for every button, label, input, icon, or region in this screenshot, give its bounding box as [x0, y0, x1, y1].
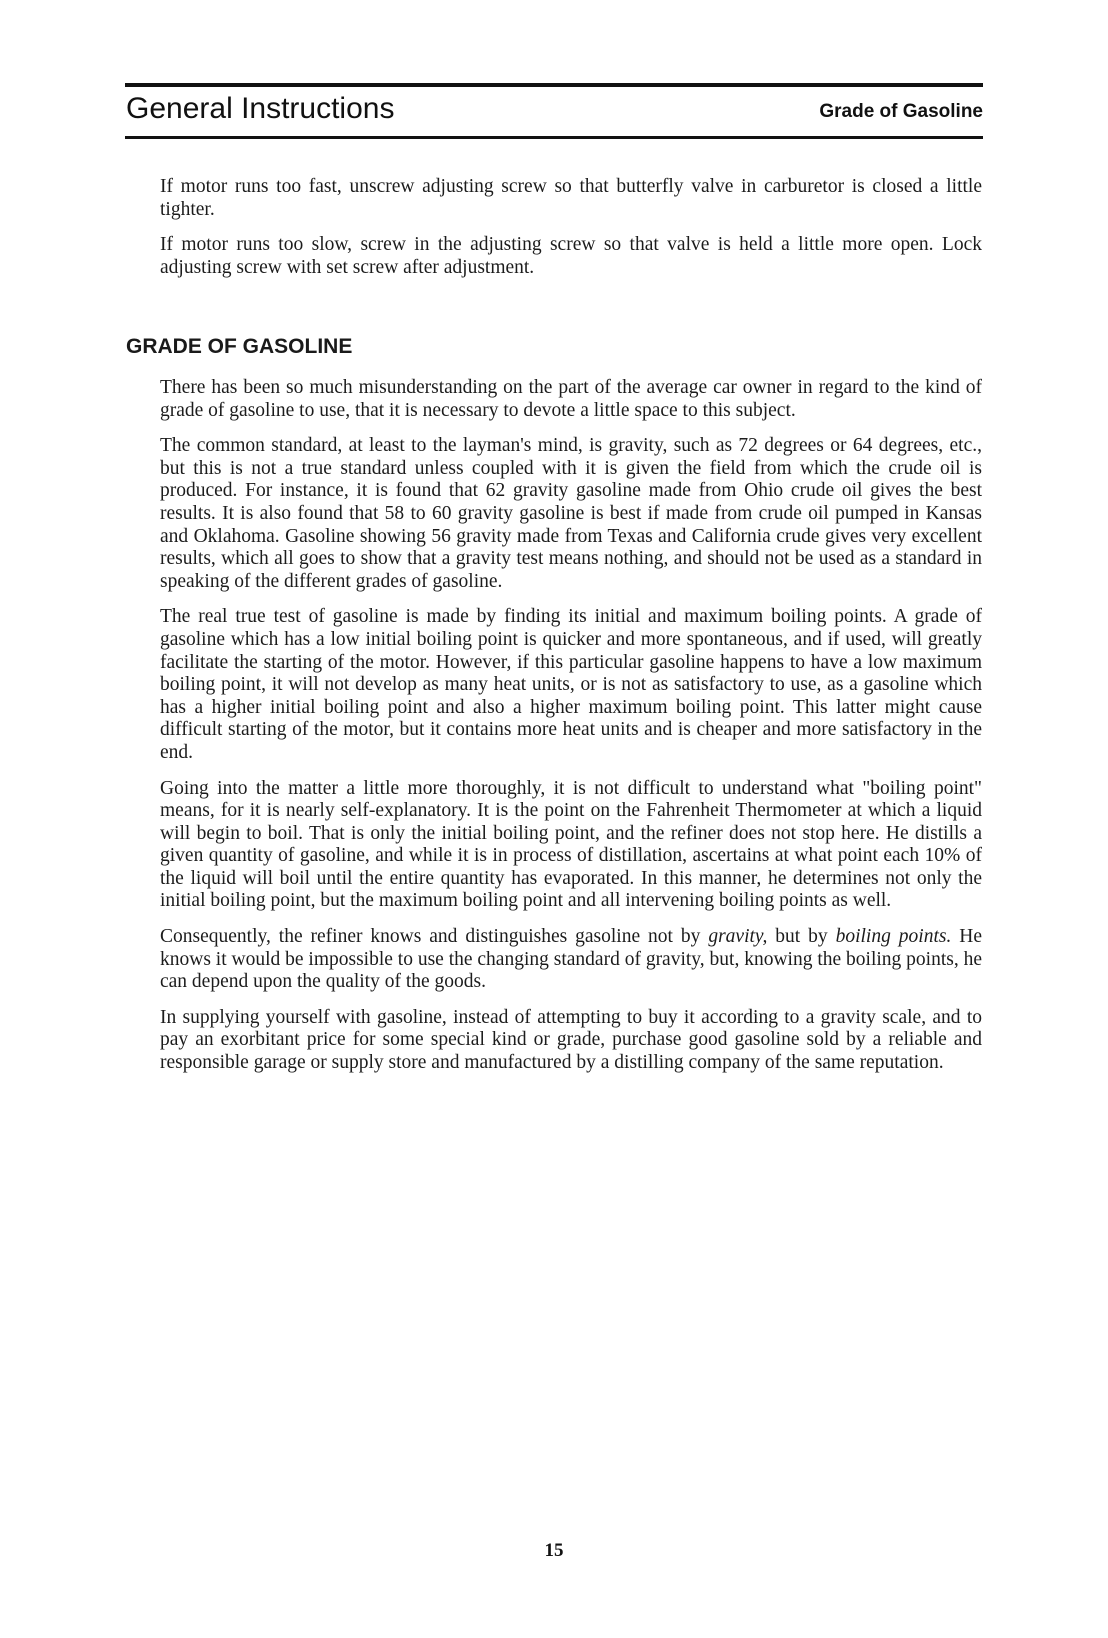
section-body	[160, 377, 982, 1088]
header-top-rule	[125, 83, 983, 87]
paragraph	[160, 926, 982, 994]
paragraph: If motor runs too fast, unscrew adjusting screw so that butterfly valve in carburetor is closed a little tighter.	[160, 176, 982, 220]
running-header-section: Grade of Gasoline	[819, 101, 983, 122]
header-bottom-rule	[125, 136, 983, 139]
italic-term-gravity: gravity,	[708, 926, 768, 948]
paragraph-text: He knows it would be impossible to use the changing standard of gravity, but, knowing the boiling points, he can depend upon the quality of the goods.	[160, 926, 982, 993]
paragraph: The common standard, at least to the layman's mind, is gravity, such as 72 degrees or 64 degrees, etc., but this is not a true standard unless coupled with it is given the field from which the crude oil is produced. For instance, it is found that 62 gravity gasoline made from Ohio crude oil gives the best results. It is also found that 58 to 60 gravity gasoline is best if made from crude oil pumped in Kansas and Oklahoma. Gasoline showing 56 gravity made from Texas and California crude gives very excellent results, which all goes to show that a gravity test means nothing, and should not be used as a standard in speaking of the different grades of gasoline.	[160, 435, 982, 592]
paragraph: In supplying yourself with gasoline, instead of attempting to buy it according to a gravity scale, and to pay an exorbitant price for some special kind or grade, purchase good gasoline sold by a reliable and responsible garage or supply store and manufactured by a distilling company of the same reputation.	[160, 1006, 982, 1074]
intro-text	[160, 176, 982, 292]
paragraph: The real true test of gasoline is made by finding its initial and maximum boiling points. A grade of gasoline which has a low initial boiling point is quicker and more spontaneous, and if used, will greatly facilitate the starting of the motor. However, if this particular gasoline happens to have a low maximum boiling point, it will not develop as many heat units, or is not as satisfactory to use, as a gasoline which has a higher initial boiling point and also a higher maximum boiling point. This latter might cause difficult starting of the motor, but it contains more heat units and is cheaper and more satisfactory in the end.	[160, 606, 982, 763]
section-heading: GRADE OF GASOLINE	[126, 335, 353, 358]
italic-term-boiling-points: boiling points.	[835, 926, 952, 948]
paragraph-text: but by	[767, 926, 836, 948]
paragraph: Going into the matter a little more thoroughly, it is not difficult to understand what "boiling point" means, for it is nearly self-explanatory. It is the point on the Fahrenheit Thermometer at which a liquid will begin to boil. That is only the initial boiling point, and the refiner does not stop here. He distills a given quantity of gasoline, and while it is in process of distillation, ascertains at what point each 10% of the liquid will boil until the entire quantity has evaporated. In this manner, he determines not only the initial boiling point, but the maximum boiling point and all intervening boiling points as well.	[160, 777, 982, 912]
paragraph-text: Consequently, the refiner knows and distinguishes gasoline not by	[160, 926, 709, 948]
paragraph: There has been so much misunderstanding on the part of the average car owner in regard to the kind of grade of gasoline to use, that it is necessary to devote a little space to this subject.	[160, 377, 982, 421]
paragraph: If motor runs too slow, screw in the adjusting screw so that valve is held a little more open. Lock adjusting screw with set screw after adjustment.	[160, 234, 982, 278]
page-number: 15	[544, 1540, 564, 1561]
running-header-title: General Instructions	[126, 92, 395, 125]
